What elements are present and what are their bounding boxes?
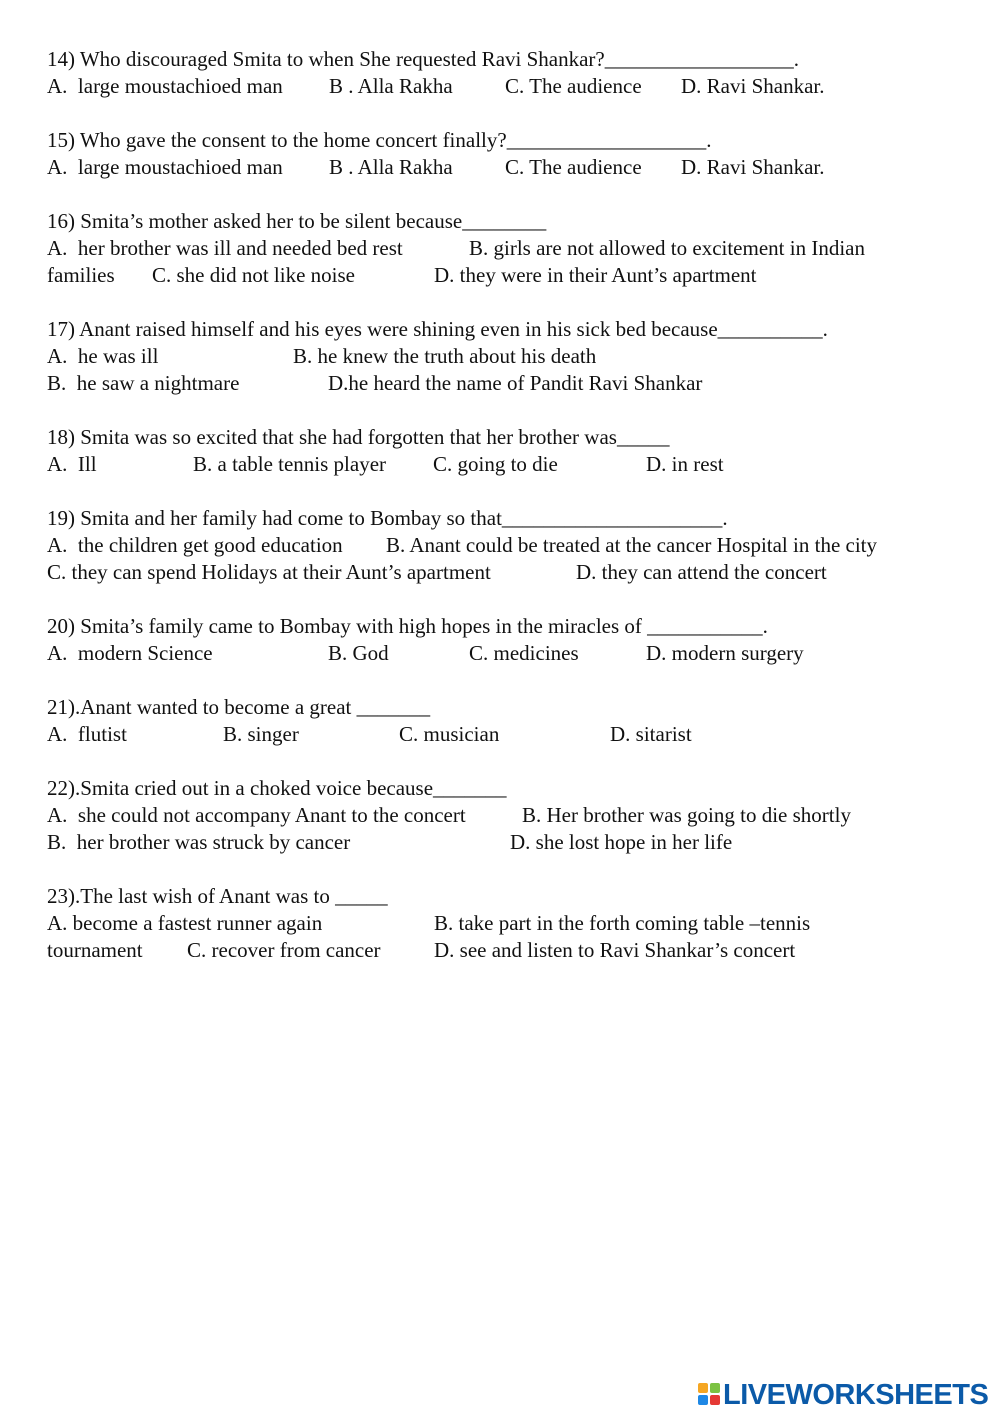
answer-options — [47, 451, 967, 478]
option-b: B. Her brother was going to die shortly — [522, 803, 851, 827]
option-a: A. modern Science — [47, 641, 213, 665]
liveworksheets-logo-text: LIVEWORKSHEETS — [723, 1379, 989, 1411]
option-d: D. Ravi Shankar. — [681, 74, 825, 98]
answer-options — [47, 73, 967, 100]
option-b: B . Alla Rakha — [329, 74, 453, 98]
option-a: A. Ill — [47, 452, 97, 476]
option-b-second: B. her brother was struck by cancer — [47, 830, 351, 854]
answer-options — [47, 343, 967, 370]
option-d: D. Ravi Shankar. — [681, 155, 825, 179]
answer-options — [47, 235, 967, 262]
option-b: B. he knew the truth about his death — [293, 344, 597, 368]
question-text — [47, 883, 967, 910]
option-b: B. God — [328, 641, 389, 665]
option-d: D. they were in their Aunt’s apartment — [434, 263, 757, 287]
answer-options-continued — [47, 937, 967, 964]
answer-options — [47, 829, 967, 856]
question-stem: 18) Smita was so excited that she had forgotten that her brother was_____ — [47, 425, 670, 449]
option-d: D. sitarist — [610, 722, 692, 746]
question-text — [47, 424, 967, 451]
option-a: A. her brother was ill and needed bed rest — [47, 236, 403, 260]
option-c: C. musician — [399, 722, 500, 746]
question-22 — [47, 775, 967, 856]
option-a: A. flutist — [47, 722, 127, 746]
question-19 — [47, 505, 967, 586]
answer-options — [47, 802, 967, 829]
option-a: A. become a fastest runner again — [47, 911, 323, 935]
option-c: C. recover from cancer — [187, 938, 381, 962]
option-a: A. large moustachioed man — [47, 74, 283, 98]
option-b-continued: tournament — [47, 938, 143, 962]
question-text — [47, 613, 967, 640]
option-b-second: B. he saw a nightmare — [47, 371, 240, 395]
option-c: C. she did not like noise — [152, 263, 355, 287]
question-stem: 14) Who discouraged Smita to when She requested Ravi Shankar?__________________. — [47, 47, 799, 71]
question-16 — [47, 208, 967, 289]
option-b-continued: families — [47, 263, 115, 287]
question-stem: 15) Who gave the consent to the home concert finally?___________________. — [47, 128, 712, 152]
option-d: D. modern surgery — [646, 641, 804, 665]
question-text — [47, 505, 967, 532]
question-stem: 21).Anant wanted to become a great _______ — [47, 695, 431, 719]
option-c: C. going to die — [433, 452, 558, 476]
question-23 — [47, 883, 967, 964]
option-b: B. take part in the forth coming table –tennis — [434, 911, 811, 935]
option-d: D. she lost hope in her life — [510, 830, 733, 854]
option-c: C. The audience — [505, 155, 642, 179]
option-d: D.he heard the name of Pandit Ravi Shankar — [328, 371, 703, 395]
question-text — [47, 316, 967, 343]
question-15 — [47, 127, 967, 181]
option-d: D. see and listen to Ravi Shankar’s concert — [434, 938, 796, 962]
question-18 — [47, 424, 967, 478]
option-b: B. singer — [223, 722, 299, 746]
option-d: D. in rest — [646, 452, 724, 476]
option-c: C. The audience — [505, 74, 642, 98]
option-a: A. he was ill — [47, 344, 159, 368]
option-b: B. a table tennis player — [193, 452, 387, 476]
option-c: C. they can spend Holidays at their Aunt’s apartment — [47, 560, 491, 584]
question-text — [47, 694, 967, 721]
question-stem: 16) Smita’s mother asked her to be silent because________ — [47, 209, 547, 233]
answer-options — [47, 370, 967, 397]
answer-options — [47, 532, 967, 559]
question-text — [47, 208, 967, 235]
option-a: A. the children get good education — [47, 533, 343, 557]
question-stem: 22).Smita cried out in a choked voice because_______ — [47, 776, 507, 800]
question-21 — [47, 694, 967, 748]
question-text — [47, 127, 967, 154]
option-a: A. large moustachioed man — [47, 155, 283, 179]
question-20 — [47, 613, 967, 667]
answer-options — [47, 154, 967, 181]
option-c: C. medicines — [469, 641, 579, 665]
liveworksheets-logo-icon — [698, 1383, 720, 1407]
answer-options — [47, 910, 967, 937]
option-a: A. she could not accompany Anant to the concert — [47, 803, 466, 827]
answer-options — [47, 721, 967, 748]
option-d: D. they can attend the concert — [576, 560, 827, 584]
question-stem: 17) Anant raised himself and his eyes were shining even in his sick bed because__________. — [47, 317, 828, 341]
answer-options-continued — [47, 262, 967, 289]
question-stem: 20) Smita’s family came to Bombay with high hopes in the miracles of ___________. — [47, 614, 768, 638]
question-stem: 23).The last wish of Anant was to _____ — [47, 884, 388, 908]
liveworksheets-watermark — [698, 1379, 988, 1411]
option-b: B . Alla Rakha — [329, 155, 453, 179]
answer-options — [47, 640, 967, 667]
question-14 — [47, 46, 967, 100]
option-b: B. Anant could be treated at the cancer Hospital in the city — [386, 533, 877, 557]
question-17 — [47, 316, 967, 397]
question-text — [47, 46, 967, 73]
answer-options — [47, 559, 967, 586]
question-text — [47, 775, 967, 802]
question-stem: 19) Smita and her family had come to Bombay so that_____________________. — [47, 506, 728, 530]
option-b: B. girls are not allowed to excitement in Indian — [469, 236, 865, 260]
